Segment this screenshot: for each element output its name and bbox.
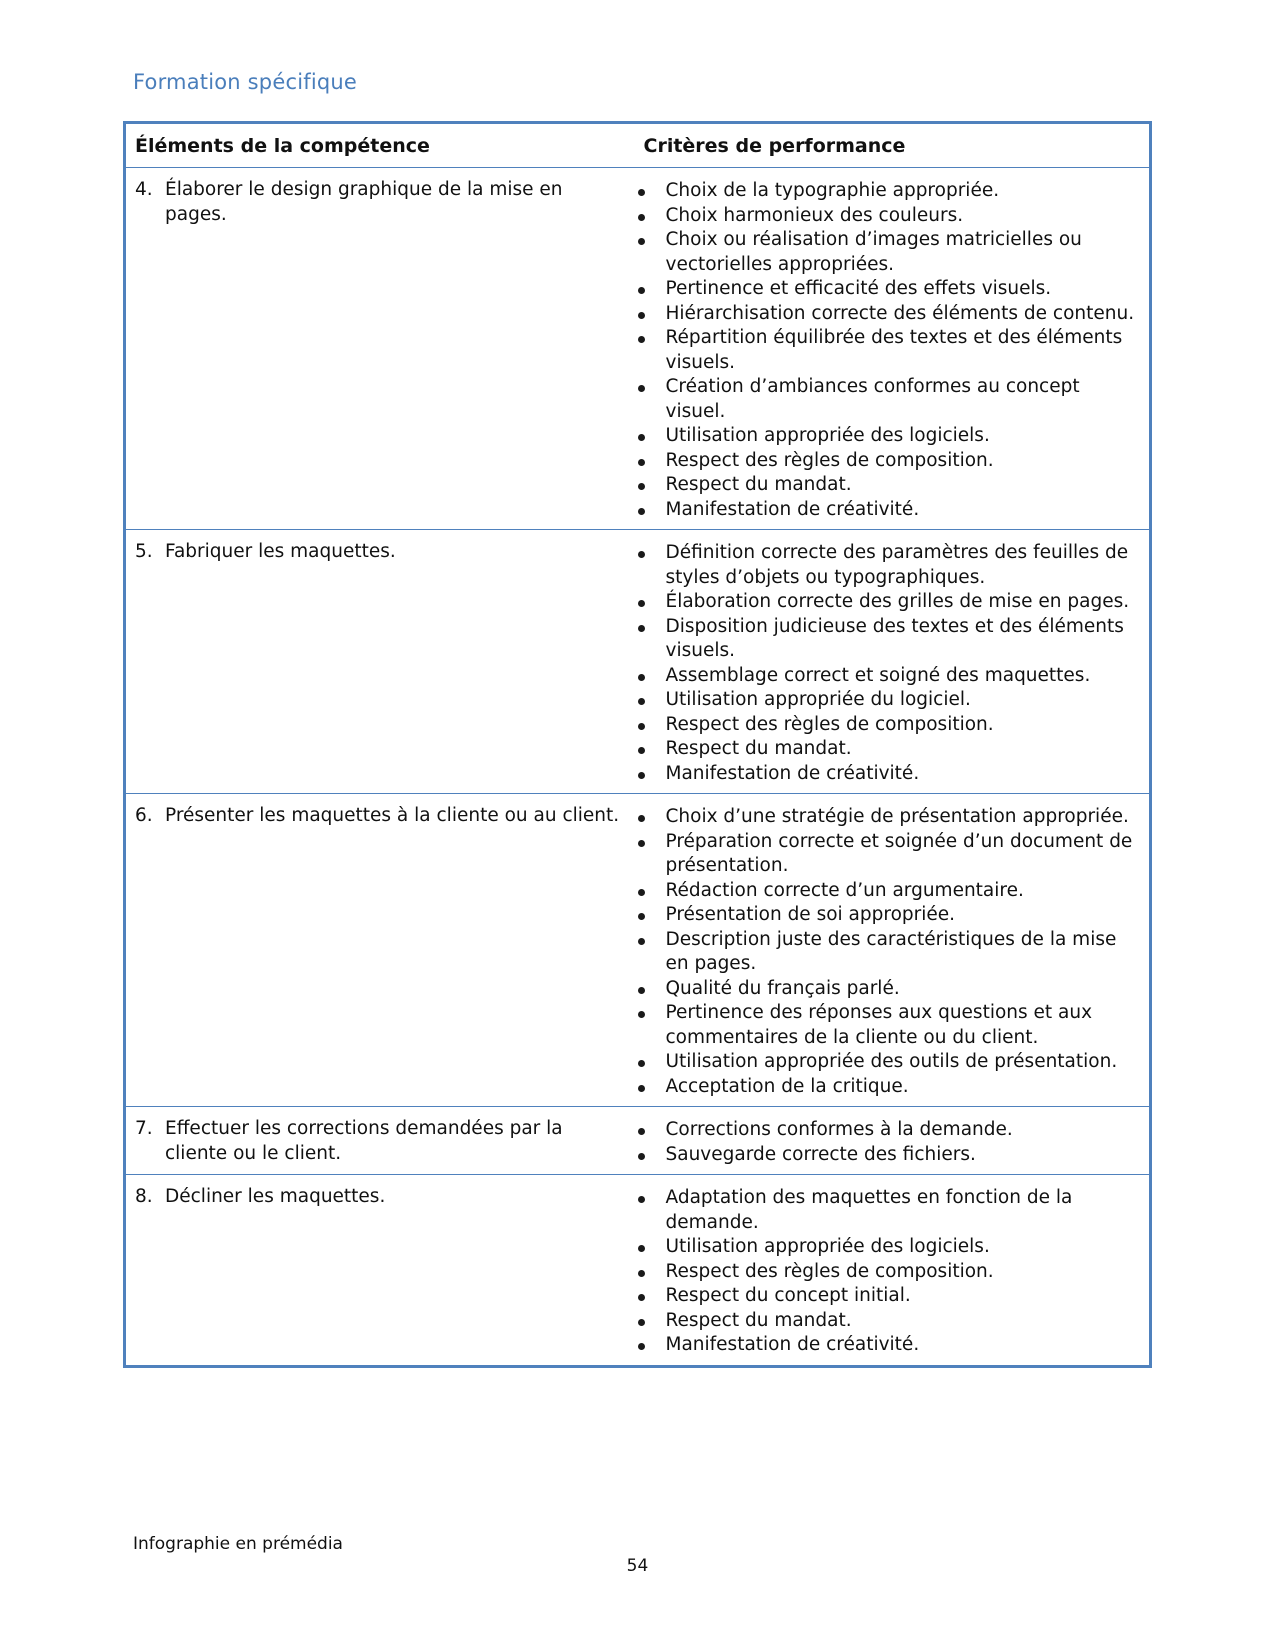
criteria-item: Élaboration correcte des grilles de mise en pages. <box>635 590 1144 615</box>
criteria-cell <box>635 530 1151 794</box>
table-row <box>125 1107 1151 1175</box>
criteria-item: Respect du mandat. <box>635 737 1144 762</box>
criteria-item: Respect du mandat. <box>635 1309 1144 1334</box>
element-number: 5. <box>135 541 153 562</box>
criteria-list <box>635 179 1144 522</box>
criteria-item: Choix d’une stratégie de présentation appropriée. <box>635 805 1144 830</box>
criteria-item: Rédaction correcte d’un argumentaire. <box>635 879 1144 904</box>
criteria-item: Utilisation appropriée des logiciels. <box>635 424 1144 449</box>
criteria-item: Corrections conformes à la demande. <box>635 1118 1144 1143</box>
criteria-item: Respect des règles de composition. <box>635 713 1144 738</box>
criteria-item: Assemblage correct et soigné des maquettes. <box>635 664 1144 689</box>
element-number: 8. <box>135 1186 153 1207</box>
criteria-cell <box>635 168 1151 530</box>
criteria-item: Pertinence et efficacité des effets visuels. <box>635 277 1144 302</box>
footer-title: Infographie en prémédia <box>133 1534 343 1554</box>
criteria-item: Utilisation appropriée des logiciels. <box>635 1235 1144 1260</box>
criteria-list <box>635 1186 1144 1358</box>
criteria-item: Respect des règles de composition. <box>635 449 1144 474</box>
element-text: Présenter les maquettes à la cliente ou au client. <box>165 805 620 826</box>
criteria-item: Respect du concept initial. <box>635 1284 1144 1309</box>
element-number: 4. <box>135 179 153 200</box>
element-text: Effectuer les corrections demandées par la cliente ou le client. <box>165 1118 563 1164</box>
header-criteria: Critères de performance <box>635 123 1151 168</box>
criteria-item: Choix harmonieux des couleurs. <box>635 204 1144 229</box>
criteria-item: Hiérarchisation correcte des éléments de contenu. <box>635 302 1144 327</box>
element-text: Décliner les maquettes. <box>165 1186 386 1207</box>
header-elements: Éléments de la compétence <box>125 123 635 168</box>
criteria-item: Présentation de soi appropriée. <box>635 903 1144 928</box>
criteria-item: Description juste des caractéristiques de la mise en pages. <box>635 928 1144 977</box>
criteria-item: Sauvegarde correcte des fichiers. <box>635 1143 1144 1168</box>
page-number: 54 <box>626 1556 649 1576</box>
table-header-row <box>125 123 1151 168</box>
criteria-cell <box>635 1175 1151 1367</box>
element-text: Élaborer le design graphique de la mise en pages. <box>165 179 563 225</box>
criteria-item: Respect des règles de composition. <box>635 1260 1144 1285</box>
element-cell <box>125 794 635 1107</box>
element-text: Fabriquer les maquettes. <box>165 541 396 562</box>
element-cell <box>125 168 635 530</box>
criteria-item: Répartition équilibrée des textes et des éléments visuels. <box>635 326 1144 375</box>
criteria-list <box>635 805 1144 1099</box>
table-row <box>125 794 1151 1107</box>
table-row <box>125 168 1151 530</box>
criteria-cell <box>635 794 1151 1107</box>
criteria-item: Manifestation de créativité. <box>635 1333 1144 1358</box>
criteria-item: Préparation correcte et soignée d’un document de présentation. <box>635 830 1144 879</box>
criteria-list <box>635 1118 1144 1167</box>
criteria-item: Manifestation de créativité. <box>635 762 1144 787</box>
table-row <box>125 530 1151 794</box>
criteria-list <box>635 541 1144 786</box>
criteria-item: Pertinence des réponses aux questions et aux commentaires de la cliente ou du client. <box>635 1001 1144 1050</box>
criteria-item: Qualité du français parlé. <box>635 977 1144 1002</box>
criteria-item: Respect du mandat. <box>635 473 1144 498</box>
element-cell <box>125 530 635 794</box>
criteria-item: Utilisation appropriée des outils de présentation. <box>635 1050 1144 1075</box>
competence-table <box>123 121 1152 1368</box>
table-row <box>125 1175 1151 1367</box>
element-number: 7. <box>135 1118 153 1139</box>
criteria-item: Création d’ambiances conformes au concept visuel. <box>635 375 1144 424</box>
criteria-item: Choix de la typographie appropriée. <box>635 179 1144 204</box>
section-title: Formation spécifique <box>133 70 358 94</box>
criteria-item: Adaptation des maquettes en fonction de la demande. <box>635 1186 1144 1235</box>
element-number: 6. <box>135 805 153 826</box>
criteria-cell <box>635 1107 1151 1175</box>
criteria-item: Disposition judicieuse des textes et des éléments visuels. <box>635 615 1144 664</box>
criteria-item: Définition correcte des paramètres des feuilles de styles d’objets ou typographiques. <box>635 541 1144 590</box>
criteria-item: Choix ou réalisation d’images matricielles ou vectorielles appropriées. <box>635 228 1144 277</box>
criteria-item: Utilisation appropriée du logiciel. <box>635 688 1144 713</box>
criteria-item: Manifestation de créativité. <box>635 498 1144 523</box>
element-cell <box>125 1107 635 1175</box>
element-cell <box>125 1175 635 1367</box>
criteria-item: Acceptation de la critique. <box>635 1075 1144 1100</box>
